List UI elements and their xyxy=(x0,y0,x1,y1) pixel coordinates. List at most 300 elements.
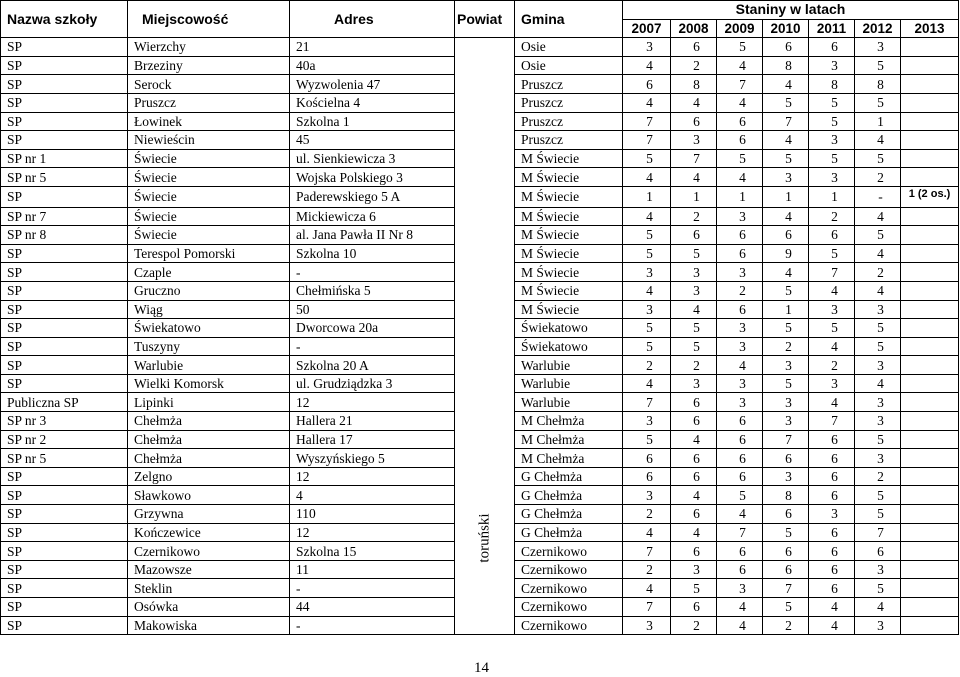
extra-value xyxy=(901,244,959,263)
school-name: SP xyxy=(1,616,128,635)
year-value: 4 xyxy=(809,616,855,635)
year-value: 5 xyxy=(717,38,763,57)
header-powiat: Powiat xyxy=(455,1,515,38)
year-value: 6 xyxy=(717,542,763,561)
year-value: 3 xyxy=(809,168,855,187)
year-value: 6 xyxy=(671,38,717,57)
year-value: 3 xyxy=(763,356,809,375)
address: Szkolna 15 xyxy=(290,542,455,561)
year-value: 5 xyxy=(623,319,671,338)
school-name: SP xyxy=(1,186,128,207)
year-value: 6 xyxy=(717,560,763,579)
year-value: 5 xyxy=(855,579,901,598)
school-name: SP nr 2 xyxy=(1,430,128,449)
gmina: Świekatowo xyxy=(515,337,623,356)
year-value: 5 xyxy=(623,149,671,168)
header-year: 2007 xyxy=(623,19,671,38)
year-value: 1 xyxy=(623,186,671,207)
town: Lipinki xyxy=(128,393,290,412)
header-school: Nazwa szkoły xyxy=(1,1,128,38)
header-year: 2008 xyxy=(671,19,717,38)
gmina: M Świecie xyxy=(515,207,623,226)
school-name: SP xyxy=(1,542,128,561)
gmina: M Chełmża xyxy=(515,412,623,431)
year-value: 4 xyxy=(623,168,671,187)
year-value: 5 xyxy=(855,319,901,338)
school-name: SP xyxy=(1,579,128,598)
gmina: M Świecie xyxy=(515,149,623,168)
year-value: 3 xyxy=(809,131,855,150)
year-value: 3 xyxy=(763,168,809,187)
year-value: 8 xyxy=(763,486,809,505)
header-year: 2011 xyxy=(809,19,855,38)
year-value: 1 xyxy=(855,112,901,131)
school-name: SP xyxy=(1,374,128,393)
year-value: 5 xyxy=(623,244,671,263)
address: Kościelna 4 xyxy=(290,93,455,112)
year-value: 6 xyxy=(717,300,763,319)
town: Świekatowo xyxy=(128,319,290,338)
address: 44 xyxy=(290,598,455,617)
year-value: 5 xyxy=(763,93,809,112)
school-name: SP xyxy=(1,467,128,486)
year-value: 6 xyxy=(809,560,855,579)
gmina: M Świecie xyxy=(515,263,623,282)
extra-value xyxy=(901,112,959,131)
town: Chełmża xyxy=(128,449,290,468)
header-town: Miejscowość xyxy=(128,1,290,38)
school-name: SP xyxy=(1,337,128,356)
year-value: 2 xyxy=(717,281,763,300)
year-value: 4 xyxy=(809,337,855,356)
school-name: SP xyxy=(1,281,128,300)
town: Sławkowo xyxy=(128,486,290,505)
extra-value xyxy=(901,319,959,338)
extra-value xyxy=(901,93,959,112)
town: Łowinek xyxy=(128,112,290,131)
town: Niewieścin xyxy=(128,131,290,150)
gmina: Osie xyxy=(515,56,623,75)
town: Gruczno xyxy=(128,281,290,300)
year-value: 3 xyxy=(717,337,763,356)
year-value: 2 xyxy=(809,207,855,226)
town: Świecie xyxy=(128,186,290,207)
year-value: 4 xyxy=(855,244,901,263)
year-value: 5 xyxy=(809,112,855,131)
address: - xyxy=(290,337,455,356)
town: Czaple xyxy=(128,263,290,282)
year-value: 6 xyxy=(671,598,717,617)
extra-value xyxy=(901,281,959,300)
school-name: SP xyxy=(1,93,128,112)
year-value: 6 xyxy=(809,430,855,449)
extra-value xyxy=(901,449,959,468)
address: 21 xyxy=(290,38,455,57)
address: Szkolna 1 xyxy=(290,112,455,131)
year-value: 4 xyxy=(623,207,671,226)
gmina: Pruszcz xyxy=(515,131,623,150)
extra-value xyxy=(901,393,959,412)
year-value: 6 xyxy=(671,226,717,245)
year-value: 3 xyxy=(855,356,901,375)
year-value: 6 xyxy=(623,449,671,468)
address: Chełmińska 5 xyxy=(290,281,455,300)
gmina: Warlubie xyxy=(515,356,623,375)
year-value: 3 xyxy=(763,467,809,486)
year-value: 4 xyxy=(763,207,809,226)
town: Brzeziny xyxy=(128,56,290,75)
town: Wielki Komorsk xyxy=(128,374,290,393)
year-value: 4 xyxy=(855,131,901,150)
year-value: 4 xyxy=(671,430,717,449)
year-value: 7 xyxy=(623,131,671,150)
year-value: 5 xyxy=(623,430,671,449)
year-value: 2 xyxy=(809,356,855,375)
address: 45 xyxy=(290,131,455,150)
year-value: 6 xyxy=(763,560,809,579)
address: ul. Sienkiewicza 3 xyxy=(290,149,455,168)
extra-value xyxy=(901,412,959,431)
year-value: 3 xyxy=(855,449,901,468)
school-name: SP xyxy=(1,560,128,579)
extra-value xyxy=(901,523,959,542)
year-value: 3 xyxy=(855,560,901,579)
year-value: 6 xyxy=(671,505,717,524)
year-value: 6 xyxy=(809,486,855,505)
year-value: 3 xyxy=(763,393,809,412)
extra-value xyxy=(901,38,959,57)
year-value: 6 xyxy=(671,542,717,561)
year-value: 2 xyxy=(671,207,717,226)
year-value: 4 xyxy=(671,523,717,542)
town: Makowiska xyxy=(128,616,290,635)
year-value: 5 xyxy=(763,598,809,617)
extra-value xyxy=(901,616,959,635)
school-name: SP nr 3 xyxy=(1,412,128,431)
year-value: 2 xyxy=(671,356,717,375)
school-name: SP nr 8 xyxy=(1,226,128,245)
gmina: M Świecie xyxy=(515,186,623,207)
year-value: 4 xyxy=(809,393,855,412)
town: Wiąg xyxy=(128,300,290,319)
year-value: 5 xyxy=(855,226,901,245)
year-value: 5 xyxy=(809,319,855,338)
year-value: 3 xyxy=(671,131,717,150)
extra-value xyxy=(901,598,959,617)
year-value: 1 xyxy=(717,186,763,207)
year-value: 6 xyxy=(623,75,671,94)
year-value: 3 xyxy=(671,560,717,579)
year-value: 2 xyxy=(671,56,717,75)
year-value: 4 xyxy=(763,131,809,150)
year-value: 4 xyxy=(809,281,855,300)
address: - xyxy=(290,579,455,598)
extra-value xyxy=(901,430,959,449)
gmina: Pruszcz xyxy=(515,112,623,131)
header-row xyxy=(1,1,959,20)
address: Paderewskiego 5 A xyxy=(290,186,455,207)
gmina: Czernikowo xyxy=(515,579,623,598)
header-year: 2012 xyxy=(855,19,901,38)
year-value: 4 xyxy=(855,374,901,393)
year-value: 3 xyxy=(671,263,717,282)
year-value: 4 xyxy=(623,281,671,300)
gmina: G Chełmża xyxy=(515,523,623,542)
extra-value xyxy=(901,168,959,187)
year-value: 3 xyxy=(717,374,763,393)
gmina: M Świecie xyxy=(515,281,623,300)
year-value: 4 xyxy=(623,374,671,393)
year-value: 4 xyxy=(623,579,671,598)
town: Osówka xyxy=(128,598,290,617)
year-value: 1 xyxy=(671,186,717,207)
gmina: Czernikowo xyxy=(515,542,623,561)
address: 11 xyxy=(290,560,455,579)
town: Kończewice xyxy=(128,523,290,542)
address: ul. Grudziądzka 3 xyxy=(290,374,455,393)
year-value: 7 xyxy=(623,112,671,131)
gmina: M Świecie xyxy=(515,244,623,263)
year-value: 7 xyxy=(717,523,763,542)
year-value: 5 xyxy=(717,149,763,168)
year-value: 3 xyxy=(671,281,717,300)
year-value: 4 xyxy=(671,168,717,187)
year-value: 4 xyxy=(809,598,855,617)
year-value: 4 xyxy=(855,207,901,226)
year-value: 7 xyxy=(671,149,717,168)
year-value: 6 xyxy=(763,505,809,524)
year-value: 5 xyxy=(763,281,809,300)
year-value: 7 xyxy=(623,393,671,412)
year-value: 6 xyxy=(809,226,855,245)
address: Hallera 17 xyxy=(290,430,455,449)
school-name: SP xyxy=(1,505,128,524)
school-name: SP xyxy=(1,598,128,617)
school-name: SP nr 5 xyxy=(1,168,128,187)
year-value: 5 xyxy=(855,486,901,505)
extra-value xyxy=(901,467,959,486)
school-name: SP nr 5 xyxy=(1,449,128,468)
town: Grzywna xyxy=(128,505,290,524)
year-value: 3 xyxy=(623,38,671,57)
town: Zelgno xyxy=(128,467,290,486)
year-value: 4 xyxy=(623,523,671,542)
table-row xyxy=(1,38,959,57)
gmina: Czernikowo xyxy=(515,560,623,579)
year-value: 3 xyxy=(809,56,855,75)
year-value: 6 xyxy=(671,449,717,468)
year-value: 6 xyxy=(809,449,855,468)
year-value: 5 xyxy=(717,486,763,505)
address: - xyxy=(290,263,455,282)
gmina: Czernikowo xyxy=(515,616,623,635)
year-value: 6 xyxy=(763,226,809,245)
year-value: 6 xyxy=(717,449,763,468)
year-value: 5 xyxy=(623,337,671,356)
school-name: SP xyxy=(1,263,128,282)
year-value: 6 xyxy=(763,449,809,468)
year-value: 6 xyxy=(671,393,717,412)
year-value: 3 xyxy=(855,300,901,319)
year-value: 6 xyxy=(671,112,717,131)
address: Wyzwolenia 47 xyxy=(290,75,455,94)
school-name: SP xyxy=(1,300,128,319)
gmina: M Chełmża xyxy=(515,430,623,449)
extra-value xyxy=(901,374,959,393)
year-value: 3 xyxy=(671,374,717,393)
gmina: G Chełmża xyxy=(515,467,623,486)
year-value: 3 xyxy=(717,579,763,598)
year-value: 1 xyxy=(763,186,809,207)
address: 4 xyxy=(290,486,455,505)
year-value: 4 xyxy=(717,56,763,75)
year-value: 8 xyxy=(809,75,855,94)
extra-value xyxy=(901,226,959,245)
address: 110 xyxy=(290,505,455,524)
year-value: 4 xyxy=(717,93,763,112)
extra-value xyxy=(901,149,959,168)
year-value: 4 xyxy=(855,598,901,617)
year-value: 4 xyxy=(623,93,671,112)
extra-value xyxy=(901,56,959,75)
year-value: 6 xyxy=(763,542,809,561)
year-value: 3 xyxy=(855,38,901,57)
gmina: Osie xyxy=(515,38,623,57)
town: Świecie xyxy=(128,168,290,187)
extra-value xyxy=(901,75,959,94)
gmina: M Chełmża xyxy=(515,449,623,468)
year-value: 7 xyxy=(623,598,671,617)
school-name: SP xyxy=(1,486,128,505)
year-value: 7 xyxy=(763,579,809,598)
year-value: 4 xyxy=(671,486,717,505)
address: Wojska Polskiego 3 xyxy=(290,168,455,187)
extra-value xyxy=(901,337,959,356)
year-value: 8 xyxy=(855,75,901,94)
address: Wyszyńskiego 5 xyxy=(290,449,455,468)
year-value: 7 xyxy=(717,75,763,94)
year-value: 7 xyxy=(623,542,671,561)
gmina: M Świecie xyxy=(515,168,623,187)
town: Tuszyny xyxy=(128,337,290,356)
town: Chełmża xyxy=(128,412,290,431)
year-value: 6 xyxy=(623,467,671,486)
page-number: 14 xyxy=(474,660,489,676)
school-name: SP xyxy=(1,319,128,338)
header-year: 2013 xyxy=(901,19,959,38)
year-value: 4 xyxy=(717,505,763,524)
extra-value xyxy=(901,542,959,561)
gmina: Warlubie xyxy=(515,374,623,393)
address: al. Jana Pawła II Nr 8 xyxy=(290,226,455,245)
year-value: 2 xyxy=(671,616,717,635)
year-value: 3 xyxy=(809,300,855,319)
town: Mazowsze xyxy=(128,560,290,579)
town: Wierzchy xyxy=(128,38,290,57)
gmina: M Świecie xyxy=(515,226,623,245)
header-year: 2010 xyxy=(763,19,809,38)
header-years-group: Staniny w latach xyxy=(623,1,959,20)
extra-value xyxy=(901,579,959,598)
year-value: 4 xyxy=(717,616,763,635)
year-value: 7 xyxy=(855,523,901,542)
year-value: 3 xyxy=(855,393,901,412)
gmina: G Chełmża xyxy=(515,505,623,524)
year-value: 6 xyxy=(671,412,717,431)
year-value: 5 xyxy=(763,149,809,168)
address: 12 xyxy=(290,523,455,542)
year-value: 5 xyxy=(671,337,717,356)
address: Dworcowa 20a xyxy=(290,319,455,338)
extra-value xyxy=(901,207,959,226)
year-value: 6 xyxy=(717,131,763,150)
year-value: 2 xyxy=(855,263,901,282)
header-address: Adres xyxy=(290,1,455,38)
year-value: 5 xyxy=(855,93,901,112)
year-value: 5 xyxy=(809,244,855,263)
town: Steklin xyxy=(128,579,290,598)
year-value: 3 xyxy=(623,616,671,635)
year-value: 4 xyxy=(717,598,763,617)
school-name: SP xyxy=(1,56,128,75)
year-value: 6 xyxy=(717,430,763,449)
year-value: 1 xyxy=(763,300,809,319)
school-name: SP xyxy=(1,131,128,150)
year-value: 2 xyxy=(623,505,671,524)
address: 40a xyxy=(290,56,455,75)
year-value: 4 xyxy=(623,56,671,75)
year-value: 4 xyxy=(763,263,809,282)
year-value: 2 xyxy=(763,337,809,356)
year-value: 4 xyxy=(717,168,763,187)
address: 50 xyxy=(290,300,455,319)
extra-value xyxy=(901,505,959,524)
year-value: 3 xyxy=(717,319,763,338)
year-value: 2 xyxy=(623,560,671,579)
year-value: 6 xyxy=(717,412,763,431)
year-value: 5 xyxy=(855,149,901,168)
year-value: 2 xyxy=(855,168,901,187)
year-value: 5 xyxy=(855,430,901,449)
year-value: 5 xyxy=(855,56,901,75)
year-value: 3 xyxy=(717,263,763,282)
year-value: 3 xyxy=(809,374,855,393)
year-value: 6 xyxy=(717,244,763,263)
gmina: Pruszcz xyxy=(515,93,623,112)
year-value: 4 xyxy=(671,93,717,112)
year-value: 3 xyxy=(623,486,671,505)
school-name: SP xyxy=(1,75,128,94)
address: 12 xyxy=(290,393,455,412)
year-value: 6 xyxy=(809,38,855,57)
town: Pruszcz xyxy=(128,93,290,112)
town: Świecie xyxy=(128,207,290,226)
year-value: 3 xyxy=(623,412,671,431)
gmina: Czernikowo xyxy=(515,598,623,617)
year-value: 6 xyxy=(855,542,901,561)
year-value: 2 xyxy=(763,616,809,635)
gmina: Warlubie xyxy=(515,393,623,412)
year-value: 4 xyxy=(671,300,717,319)
year-value: 3 xyxy=(717,207,763,226)
year-value: 5 xyxy=(809,149,855,168)
year-value: 8 xyxy=(671,75,717,94)
year-value: 6 xyxy=(809,579,855,598)
header-year: 2009 xyxy=(717,19,763,38)
year-value: 3 xyxy=(855,412,901,431)
town: Warlubie xyxy=(128,356,290,375)
year-value: 5 xyxy=(671,579,717,598)
